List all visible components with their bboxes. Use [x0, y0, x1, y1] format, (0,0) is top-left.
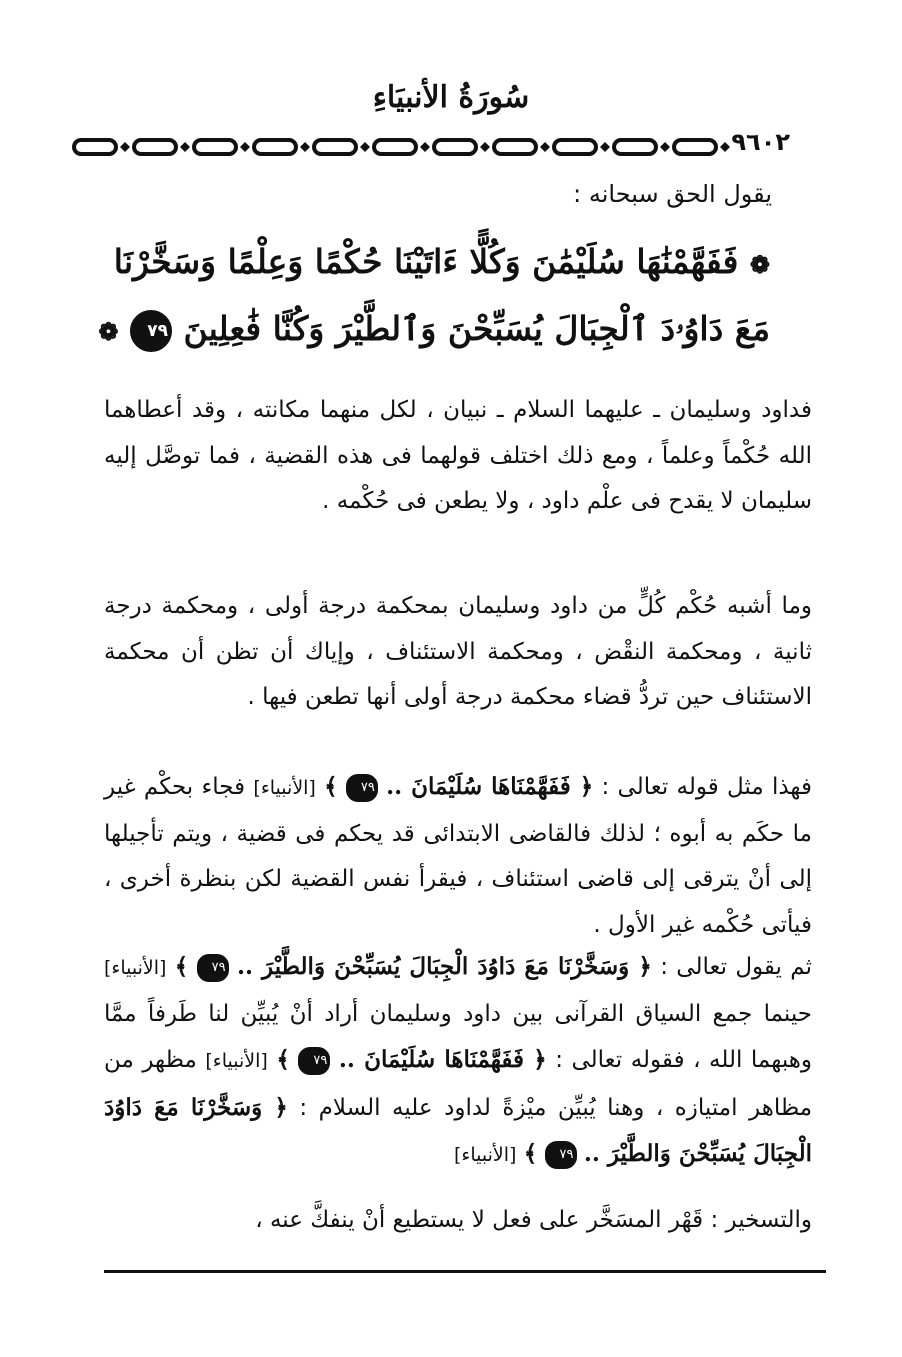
chain-ornament [72, 132, 732, 162]
page-number: ٩٦٠٢ [731, 128, 790, 156]
verse-line-1 [113, 230, 770, 297]
chain-link [254, 140, 296, 154]
verse-ref-badge: ٧٩ [298, 1047, 330, 1075]
quote-fafahhamnaha: ﴿ فَفَهَّمْنَاهَا سُلَيْمَانَ .. [386, 773, 594, 800]
chain-diamond [180, 142, 190, 152]
chain-link [314, 140, 356, 154]
surah-reference: [الأنبياء] [104, 957, 167, 979]
paragraph-3-body: فجاء بحكْم غير ما حكَم به أبوه ؛ لذلك فالقاضى الابتدائى قد يحكم فى قضية ، ويتم تأجيلها إلى أنْ يترقى إلى قاضى استئناف ، فيقرأ نفس القضية لكن بنظرة أخرى ، فيأتى حُكْمه غير الأول . [104, 774, 812, 938]
verse-number-badge: ٧٩ [130, 310, 172, 352]
paragraph-5: والتسخير : قَهْر المسَخَّر على فعل لا يستطيع أنْ ينفكَّ عنه ، [255, 1207, 812, 1233]
chain-link [134, 140, 176, 154]
paragraph-4-body-2: مظهر من مظاهر امتيازه ، وهنا يُبيِّن ميْزةً لداود عليه السلام : [104, 1047, 813, 1121]
chain-diamond [120, 142, 130, 152]
quote-sakhkharna-1: ﴿ وَسَخَّرْنَا مَعَ دَاوُدَ الْجِبَالَ يُسَبِّحْنَ وَالطَّيْرَ .. [236, 953, 652, 980]
chain-link [74, 140, 116, 154]
quote-close-bracket: ﴾ [324, 773, 338, 800]
chain-diamond [360, 142, 370, 152]
surah-title: سُورَةُ الأنبيَاءِ [372, 80, 530, 115]
intro-text: يقول الحق سبحانه : [573, 180, 772, 208]
quote-fafahhamnaha-2: ﴿ فَفَهَّمْنَاهَا سُلَيْمَانَ .. [338, 1046, 547, 1073]
quran-verse [98, 230, 770, 364]
chain-diamond [660, 142, 670, 152]
verse-line-1-text: فَفَهَّمْنَٰهَا سُلَيْمَٰنَ وَكُلًّا ءَاتَيْنَا حُكْمًا وَعِلْمًا وَسَخَّرْنَا [113, 242, 739, 281]
chain-diamond [300, 142, 310, 152]
quote-close-bracket: ﴾ [523, 1140, 538, 1167]
chain-link [194, 140, 236, 154]
verse-ref-badge: ٧٩ [346, 774, 378, 802]
verse-ref-badge: ٧٩ [197, 954, 229, 982]
surah-reference: [الأنبياء] [253, 777, 316, 799]
chain-link [434, 140, 476, 154]
quote-sakhkharna-2: ﴿ وَسَخَّرْنَا مَعَ دَاوُدَ الْجِبَالَ يُسَبِّحْنَ وَالطَّيْرَ .. [104, 1093, 812, 1167]
header-ornament-row [72, 128, 832, 162]
verse-line-2 [98, 297, 770, 364]
chain-diamond [480, 142, 490, 152]
footer-rule [104, 1270, 826, 1273]
quote-close-bracket: ﴾ [276, 1046, 290, 1073]
chain-link [494, 140, 536, 154]
chain-link [374, 140, 416, 154]
chain-link [674, 140, 716, 154]
paragraph-3 [104, 764, 812, 948]
paragraph-4-body-1: حينما جمع السياق القرآنى بين داود وسليمان أراد أنْ يُبيِّن لنا طَرفاً ممَّا وهبهما الله ، فقوله تعالى : [104, 1000, 812, 1073]
quote-close-bracket: ﴾ [174, 953, 189, 980]
verse-start-ornament-icon: ❁ [749, 250, 770, 279]
paragraph-4-lead: ثم يقول تعالى : [660, 954, 813, 980]
verse-line-2-text: مَعَ دَاوُۥدَ ٱلْجِبَالَ يُسَبِّحْنَ وَٱلطَّيْرَ وَكُنَّا فَٰعِلِينَ [183, 309, 770, 348]
verse-end-ornament-icon: ❁ [98, 317, 119, 346]
verse-ref-badge: ٧٩ [545, 1141, 577, 1169]
paragraph-1: فداود وسليمان ـ عليهما السلام ـ نبيان ، لكل منهما مكانته ، وقد أعطاهما الله حُكْماً وعلماً ، ومع ذلك اختلف قولهما فى هذه القضية ، فما توصَّل إليه سليمان لا يقدح فى علْم داود ، ولا يطعن فى حُكْمه . [104, 397, 812, 514]
paragraph-4 [104, 944, 812, 1179]
chain-link [614, 140, 656, 154]
chain-diamond [420, 142, 430, 152]
paragraph-3-lead: فهذا مثل قوله تعالى : [601, 774, 813, 800]
chain-diamond [240, 142, 250, 152]
surah-reference: [الأنبياء] [205, 1050, 268, 1072]
chain-diamond [540, 142, 550, 152]
paragraph-2: وما أشبه حُكْم كُلٍّ من داود وسليمان بمحكمة درجة أولى ، ومحكمة درجة ثانية ، ومحكمة النقْض ، ومحكمة الاستئناف ، وإياك أن تظن أن محكمة الاستئناف حين تردُّ قضاء محكمة درجة أولى أنها تطعن فيها . [104, 593, 812, 710]
chain-diamond [600, 142, 610, 152]
surah-reference: [الأنبياء] [453, 1144, 517, 1166]
chain-link [554, 140, 596, 154]
chain-diamond [720, 142, 730, 152]
